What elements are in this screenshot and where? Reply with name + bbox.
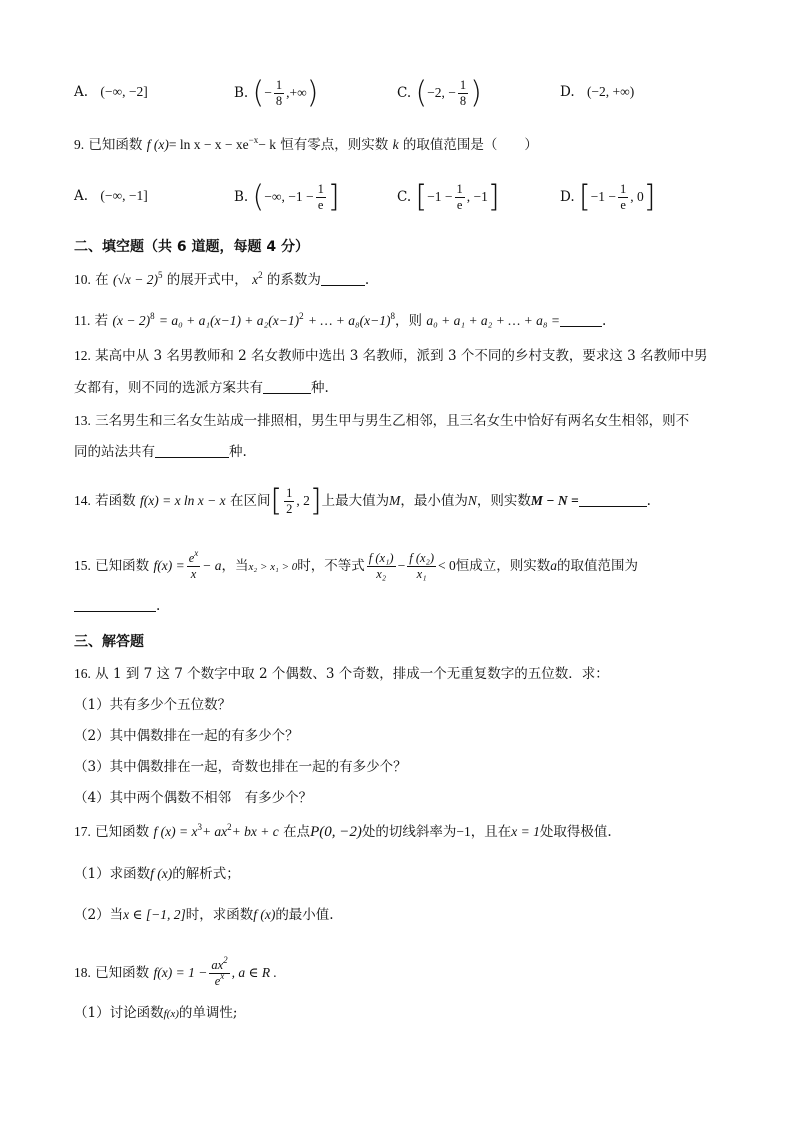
q9-b-fraction: $\frac{1}{e}$ — [317, 182, 324, 212]
q13-line1: 13. 三名男生和三名女生站成一排照相，男生甲与男生乙相邻，且三名女生中恰好有两名女生相邻，则不 — [74, 413, 690, 429]
q9-d-fraction: $\frac{1}{e}$ — [620, 182, 627, 212]
answer-blank — [74, 597, 156, 612]
q9-option-b: B. (−∞, −1 − $\frac{1}{e}$ ] — [234, 179, 340, 215]
q9-option-d: D. [−1 − $\frac{1}{e}$ , 0] — [560, 179, 656, 215]
q15-answer-line: . — [74, 596, 160, 616]
q14-function: f(x) = x ln x − x — [139, 493, 226, 508]
q10: 10. 在 $(√x - 2)^5$ 的展开式中， $x^2$ 的系数为 . — [74, 270, 370, 288]
q13-line2: 同的站法共有 种. — [74, 444, 247, 460]
q8-b-neg: − — [264, 85, 272, 100]
answer-blank — [579, 492, 647, 507]
q14-interval-fraction: $\frac{1}{2}$ — [286, 486, 293, 516]
q18-part1: （1）讨论函数f(x)的单调性; — [74, 1005, 238, 1021]
q8-c-label: C. — [397, 85, 412, 101]
q18-fraction: $\frac{ax^2}{e^x}$ — [211, 955, 228, 988]
q11-expansion: = a₀ + a₁(x−1) + a₂(x−1) — [158, 313, 300, 328]
q9-number: 9. — [74, 137, 85, 152]
q12-line2: 女都有，则不同的选派方案共有 种. — [74, 380, 329, 396]
q8-option-a — [74, 82, 148, 102]
q8-c-fraction: $\frac{1}{8}$ — [459, 78, 467, 108]
q17-function: f (x) = x — [153, 824, 198, 839]
q9-a-value: (−∞, −1] — [100, 188, 148, 203]
q15-ineq-fraction-1: $\frac{\text{f (x₁)}}{\text{x₂}}$ — [368, 551, 394, 581]
q17-part1: （1）求函数f (x)的解析式； — [74, 866, 240, 882]
q9-option-c: C. [−1 − $\frac{1}{e}$ , −1] — [397, 179, 500, 215]
section-title-solutions: 三、解答题 — [74, 634, 144, 650]
q15-function-fraction: $\frac{e^x}{x}$ — [188, 548, 199, 581]
q9-c-fraction: $\frac{1}{e}$ — [456, 182, 463, 212]
q17-part2: （2）当x ∈ [−1, 2]时，求函数f (x)的最小值. — [74, 907, 334, 923]
q18-stem: 18. 已知函数 f(x) = 1 − $\frac{ax^2}{e^x}$ , a ∈ R . — [74, 955, 277, 988]
q8-c-head: −2, − — [427, 85, 456, 100]
q9-function: f (x) — [146, 137, 169, 152]
q16-part4: （4）其中两个偶数不相邻 有多少个？ — [74, 790, 313, 806]
q18-function: f(x) = 1 − — [153, 965, 208, 980]
q8-b-tail: ,+∞ — [286, 85, 307, 100]
answer-blank — [155, 443, 229, 458]
q15-function: f(x) = — [153, 558, 185, 573]
q14: 14. 若函数 f(x) = x ln x − x 在区间[ $\frac{1}{2}$ , 2]上最大值为M，最小值为N，则实数M − N = . — [74, 483, 651, 519]
q8-a-label: A. — [74, 84, 89, 100]
q8-option-c: C. (−2, − $\frac{1}{8}$ ) — [397, 75, 482, 111]
q8-b-fraction: $\frac{1}{8}$ — [275, 78, 283, 108]
answer-blank — [263, 379, 311, 394]
q16-part2: （2）其中偶数排在一起的有多少个？ — [74, 728, 299, 744]
q9-stem: 9. 已知函数 f $(x)= \ln x - x - xe^{-x}- k$ 恒有零点，则实数 k 的取值范围是（ ） — [74, 135, 538, 153]
q16-stem: 16. 从 1 到 7 这 7 个数字中取 2 个偶数、3 个奇数，排成一个无重复数字的五位数．求： — [74, 666, 609, 682]
answer-blank — [321, 271, 365, 286]
q11: 11. 若 $(x - 2)^8 = a_0 + a_1(x-1) + a_2(x-1)^2$ + … + $a_8(x-1)^8$，则 a₀ + a₁ + a₂ + … + a₈ = . — [74, 311, 607, 329]
q8-option-b: B. (− $\frac{1}{8}$ ,+∞) — [234, 75, 319, 111]
q12-line1: 12. 某高中从 3 名男教师和 2 名女教师中选出 3 名教师，派到 3 个不同的乡村支教，要求这 3 名教师中男 — [74, 348, 708, 364]
q10-expression: (√x − 2) — [112, 272, 158, 287]
q16-part1: （1）共有多少个五位数？ — [74, 697, 232, 713]
q8-a-value: (−∞, −2] — [100, 84, 148, 99]
q15: 15. 已知函数 f(x) = $\frac{e^x}{x}$ − a，当x₂ > x₁ > 0时，不等式 $\frac{\text{f (x₁)}}{\text{x₂}}$ − $\frac{\text{f (x₂)}}{\text{x₁}}$ < 0恒成立，则实数a的取值范围为 — [74, 548, 639, 581]
q8-b-label: B. — [234, 85, 249, 101]
answer-blank — [560, 312, 602, 327]
q15-ineq-fraction-2: $\frac{\text{f (x₂)}}{\text{x₁}}$ — [409, 551, 435, 581]
q8-d-value: (−2, +∞) — [586, 84, 635, 99]
q16-part3: （3）其中偶数排在一起，奇数也排在一起的有多少个？ — [74, 759, 407, 775]
q8-option-d — [560, 82, 634, 102]
section-title-fill-in: 二、填空题（共 6 道题，每题 4 分） — [74, 239, 309, 255]
q9-option-a: A. (−∞, −1] — [74, 188, 148, 204]
q8-d-label: D. — [560, 84, 575, 100]
q17-stem: 17. 已知函数 f $(x) = x^3+ ax^2+$ bx + c 在点P(0, −2)处的切线斜率为−1，且在x = 1处取得极值. — [74, 822, 612, 840]
